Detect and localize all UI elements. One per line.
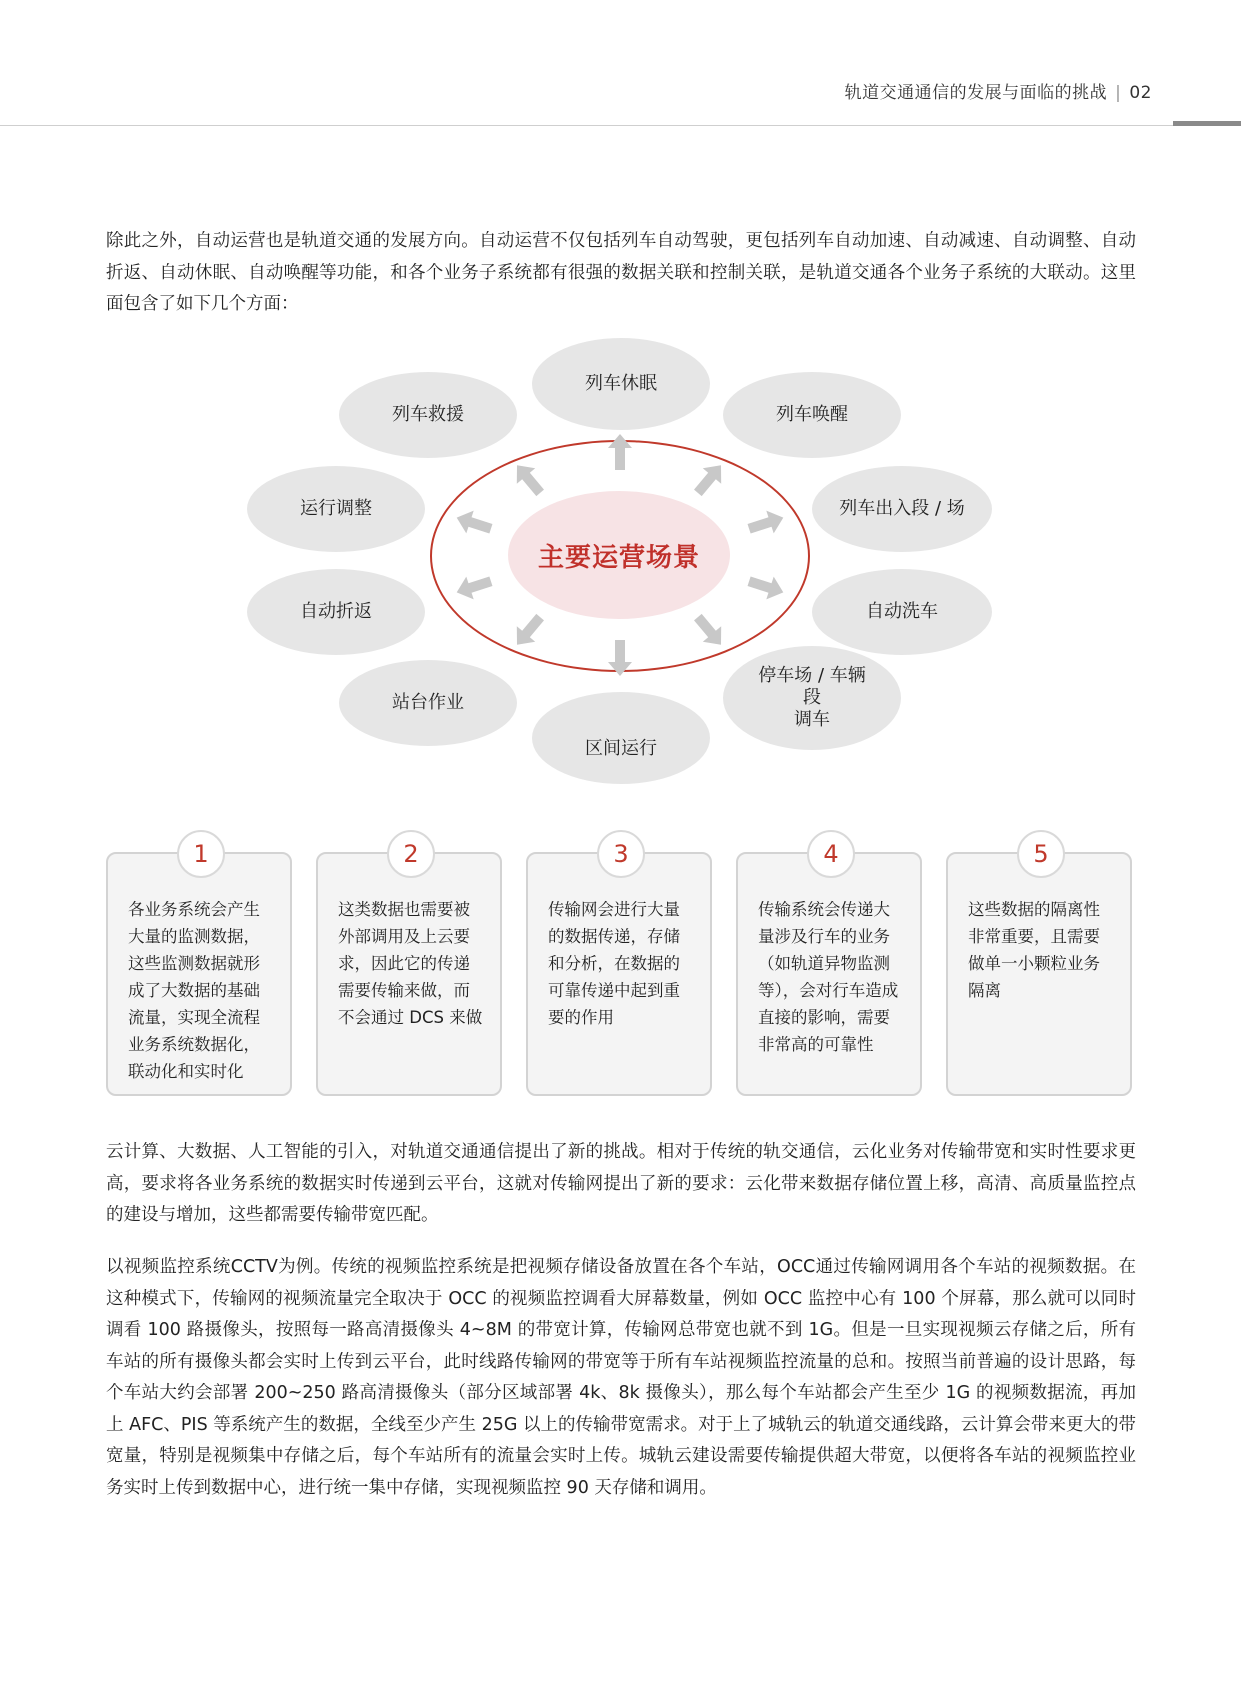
card-number-badge: 1 [177, 830, 225, 878]
center-label: 主要运营场景 [508, 491, 730, 619]
intro-paragraph: 除此之外，自动运营也是轨道交通的发展方向。自动运营不仅包括列车自动驾驶，更包括列车自动加速、自动减速、自动调整、自动折返、自动休眠、自动唤醒等功能，和各个业务子系统都有很强的数据关联和控制关联，是轨道交通各个业务子系统的大联动。这里面包含了如下几个方面： [106, 231, 1136, 314]
card-number-badge: 4 [807, 830, 855, 878]
cctv-example-paragraph: 以视频监控系统CCTV为例。传统的视频监控系统是把视频存储设备放置在各个车站，OCC通过传输网调用各个车站的视频数据。在这种模式下，传输网的视频流量完全取决于 OCC 的视频监控调看大屏幕数量，例如 OCC 监控中心有 100 个屏幕，那么就可以同时调看 100 路摄像头，按照每一路高清摄像头 4~8M 的带宽计算，传输网总带宽也就不到 1G。但是一旦实现视频云存储之后，所有车站的所有摄像头都会实时上传到云平台，此时线路传输网的带宽等于所有车站视频监控流量的总和。按照当前普遍的设计思路，每个车站大约会部署 200~250 路高清摄像头（部分区域部署 4k、8k 摄像头），那么每个车站都会产生至少 1G 的视频数据流，再加上 AFC、PIS 等系统产生的数据，全线至少产生 25G 以上的传输带宽需求。对于上了城轨云的轨道交通线路，云计算会带来更大的带宽量，特别是视频集中存储之后，每个车站所有的流量会实时上传。城轨云建设需要传输提供超大带宽，以便将各车站的视频监控业务实时上传到数据中心，进行统一集中存储，实现视频监控 90 天存储和调用。 [106, 1257, 1136, 1498]
scenario-run-adjust: 运行调整 [247, 466, 425, 552]
arrow-down-right-icon [689, 609, 731, 652]
arrow-left-lower-icon [453, 570, 495, 604]
point-card-1 [106, 840, 292, 1096]
point-card-2 [316, 840, 502, 1096]
header-divider [0, 125, 1173, 126]
operation-scenarios-diagram [0, 330, 1241, 790]
scenario-platform-operation: 站台作业 [339, 660, 517, 746]
card-text: 传输网会进行大量的数据传递，存储和分析，在数据的可靠传递中起到重要的作用 [548, 900, 680, 1027]
arrow-left-upper-icon [453, 506, 495, 540]
scenario-train-rescue: 列车救援 [339, 372, 517, 458]
header-title: 轨道交通通信的发展与面临的挑战 [844, 83, 1108, 103]
header-separator: | [1115, 83, 1122, 103]
arrow-right-upper-icon [745, 506, 787, 540]
card-number-badge: 3 [597, 830, 645, 878]
scenario-depot-in-out: 列车出入段 / 场 [812, 466, 992, 552]
header-title-block [845, 78, 1152, 103]
scenario-section-run: 区间运行 [532, 692, 710, 784]
scenario-train-sleep: 列车休眠 [532, 338, 710, 430]
card-text: 这类数据也需要被外部调用及上云要求，因此它的传递需要传输来做，而不会通过 DCS 来做 [338, 900, 483, 1027]
cloud-challenge-paragraph: 云计算、大数据、人工智能的引入，对轨道交通通信提出了新的挑战。相对于传统的轨交通信，云化业务对传输带宽和实时性要求更高，要求将各业务系统的数据实时传递到云平台，这就对传输网提出了新的要求：云化带来数据存储位置上移，高清、高质量监控点的建设与增加，这些都需要传输带宽匹配。 [106, 1142, 1136, 1225]
scenario-yard-line1: 停车场 / 车辆 [758, 665, 866, 686]
point-card-5 [946, 840, 1132, 1096]
scenario-auto-turnback: 自动折返 [247, 569, 425, 655]
arrow-down-left-icon [508, 609, 550, 652]
card-text: 各业务系统会产生大量的监测数据，这些监测数据就形成了大数据的基础流量，实现全流程业务系统数据化，联动化和实时化 [128, 900, 260, 1081]
card-number-badge: 2 [387, 830, 435, 878]
arrow-right-lower-icon [745, 570, 787, 604]
arrow-down-icon [608, 640, 632, 676]
scenario-yard-line3: 调车 [794, 709, 830, 730]
arrow-up-right-icon [689, 458, 731, 501]
page-number: 02 [1129, 83, 1152, 103]
scenario-yard-line2: 段 [803, 687, 821, 708]
card-text: 传输系统会传递大量涉及行车的业务（如轨道异物监测等），会对行车造成直接的影响，需要非常高的可靠性 [758, 900, 899, 1054]
arrow-up-icon [608, 434, 632, 470]
header-accent-bar [1173, 121, 1241, 126]
point-card-4 [736, 840, 922, 1096]
radial-arrows [0, 330, 1241, 790]
arrow-up-left-icon [508, 458, 550, 501]
scenario-auto-wash: 自动洗车 [812, 569, 992, 655]
scenario-train-wake: 列车唤醒 [723, 372, 901, 458]
point-card-3 [526, 840, 712, 1096]
card-number-badge: 5 [1017, 830, 1065, 878]
card-text: 这些数据的隔离性非常重要，且需要做单一小颗粒业务隔离 [968, 900, 1100, 1000]
